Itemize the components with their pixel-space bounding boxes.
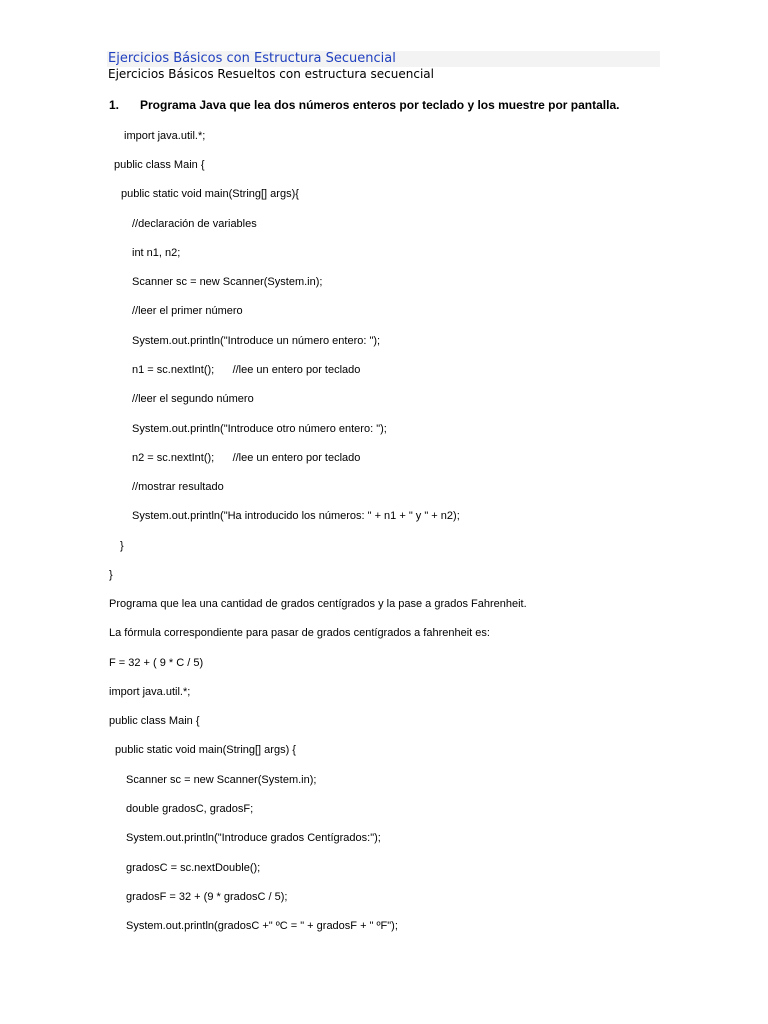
code-line: System.out.println("Introduce grados Centígrados:"); [126,832,381,844]
code-line: System.out.println("Introduce un número entero: "); [132,335,381,347]
code-line: Scanner sc = new Scanner(System.in); [126,774,317,786]
exercise-text: Programa Java que lea dos números enteros por teclado y los muestre por pantalla. [140,98,620,112]
document-subtitle: Ejercicios Básicos Resueltos con estructura secuencial [108,67,434,81]
code-line: System.out.println("Ha introducido los números: " + n1 + " y " + n2); [132,510,460,522]
formula: F = 32 + ( 9 * C / 5) [109,657,204,669]
code-line: System.out.println("Introduce otro número entero: "); [132,423,387,435]
code-line: public class Main { [109,715,200,727]
code-line: //leer el segundo número [132,393,254,405]
code-line: System.out.println(gradosC +" ºC = " + gradosF + " ºF"); [126,920,398,932]
paragraph: La fórmula correspondiente para pasar de grados centígrados a fahrenheit es: [109,627,490,639]
code-line: public static void main(String[] args){ [121,188,299,200]
code-line: } [109,569,113,581]
exercise-number: 1. [109,98,120,112]
code-line: n1 = sc.nextInt(); //lee un entero por teclado [132,364,361,376]
code-line: //declaración de variables [132,218,257,230]
code-line: gradosC = sc.nextDouble(); [126,862,261,874]
code-line: gradosF = 32 + (9 * gradosC / 5); [126,891,288,903]
code-line: //leer el primer número [132,305,243,317]
code-line: public class Main { [114,159,205,171]
code-line: import java.util.*; [124,130,206,142]
code-line: public static void main(String[] args) { [115,744,296,756]
code-line: n2 = sc.nextInt(); //lee un entero por teclado [132,452,361,464]
exercise-1-heading [109,96,619,114]
code-line: import java.util.*; [109,686,191,698]
paragraph: Programa que lea una cantidad de grados centígrados y la pase a grados Fahrenheit. [109,598,527,610]
document-title: Ejercicios Básicos con Estructura Secuencial [108,51,396,66]
code-line: double gradosC, gradosF; [126,803,254,815]
code-line: //mostrar resultado [132,481,224,493]
code-line: int n1, n2; [132,247,181,259]
code-line: } [120,540,124,552]
code-line: Scanner sc = new Scanner(System.in); [132,276,323,288]
